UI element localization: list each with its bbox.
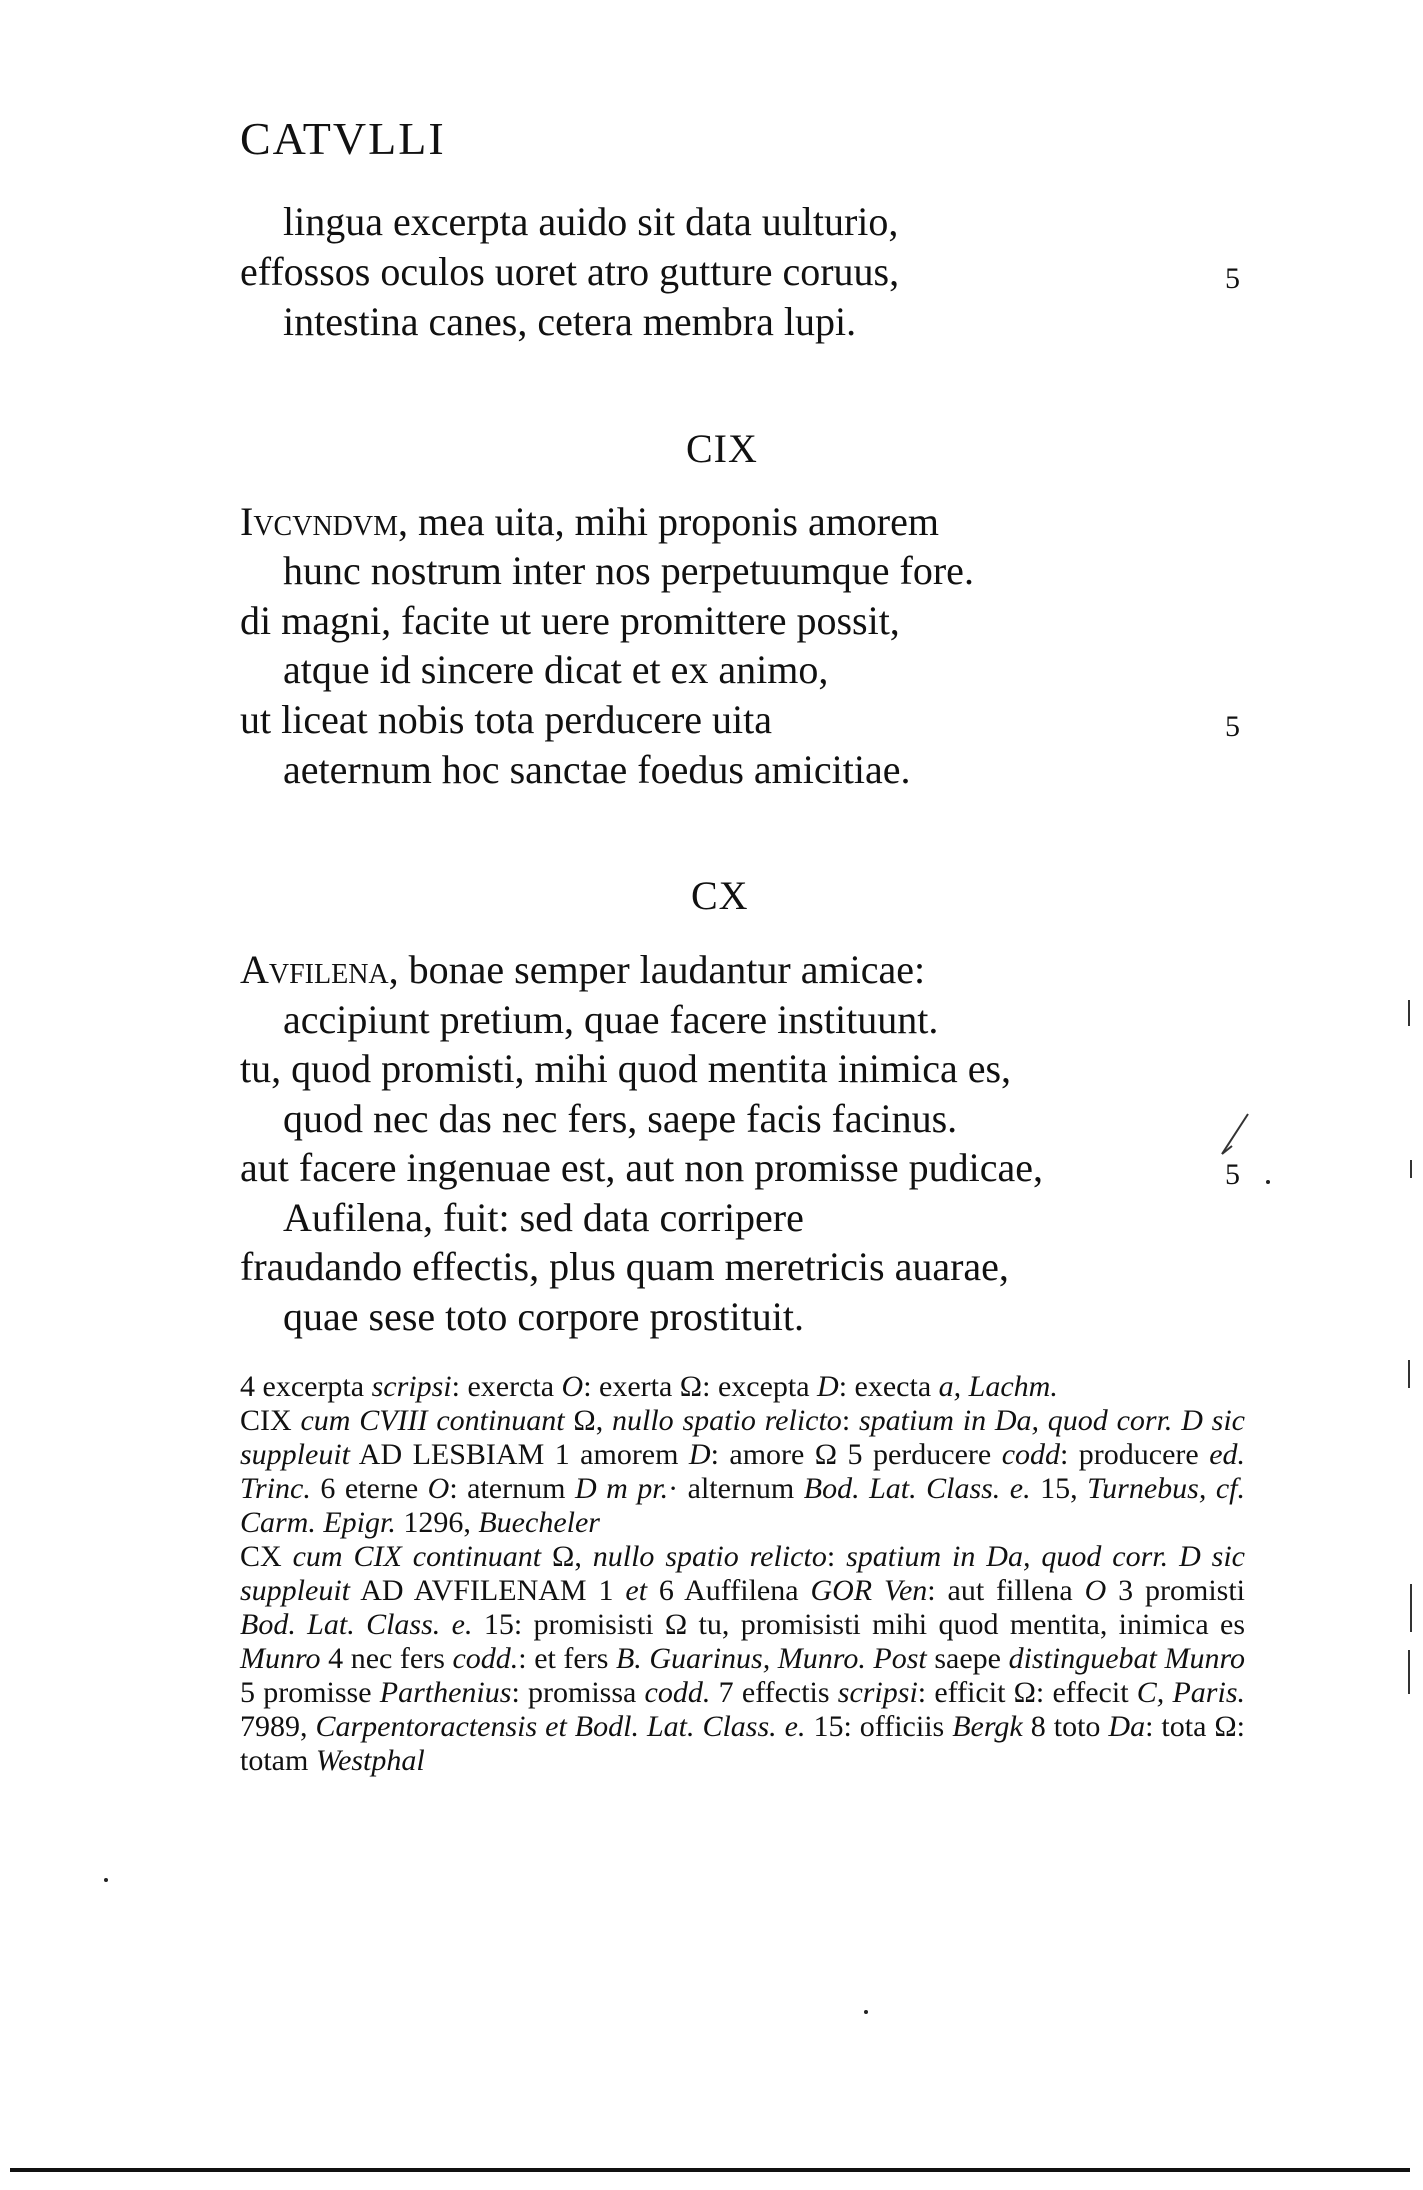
margin-mark <box>1408 1650 1410 1694</box>
verse-line: aut facere ingenuae est, aut non promisse pudicae, <box>240 1145 1044 1190</box>
verse-line: atque id sincere dicat et ex animo, <box>283 647 829 692</box>
verse-line: effossos oculos uoret atro gutture coruus, <box>240 249 900 294</box>
opening-word: Ivcvndvm, <box>240 499 408 544</box>
opening-word: Avfilena, <box>240 947 399 992</box>
verse-line: Avfilena, bonae semper laudantur amicae: <box>240 947 926 992</box>
verse-line: hunc nostrum inter nos perpetuumque fore. <box>283 548 974 593</box>
verse-line: tu, quod promisti, mihi quod mentita inimica es, <box>240 1046 1012 1091</box>
poem-title: CX <box>691 873 749 918</box>
poem-title: CIX <box>686 426 758 471</box>
margin-mark <box>1410 1160 1412 1178</box>
speck <box>864 2010 868 2014</box>
page-edge-rule <box>10 2168 1410 2172</box>
verse-line: quae sese toto corpore prostituit. <box>283 1294 804 1339</box>
verse-line: accipiunt pretium, quae facere instituunt. <box>283 997 939 1042</box>
verse-line: Aufilena, fuit: sed data corripere <box>283 1195 804 1240</box>
running-head: CATVLLI <box>240 113 446 164</box>
line-number: 5 <box>1225 710 1240 743</box>
note-paragraph: 4 excerpta scripsi: exercta O: exerta Ω: excepta D: execta a, Lachm. <box>240 1370 1058 1403</box>
verse-line: ut liceat nobis tota perducere uita <box>240 697 773 742</box>
line-number: 5 <box>1225 1158 1240 1191</box>
margin-mark <box>1410 1584 1412 1632</box>
verse-line: intestina canes, cetera membra lupi. <box>283 299 857 344</box>
verse-line: lingua excerpta auido sit data uulturio, <box>283 199 899 244</box>
margin-mark <box>1408 1360 1410 1388</box>
verse-line: aeternum hoc sanctae foedus amicitiae. <box>283 747 911 792</box>
margin-mark <box>1408 1000 1410 1026</box>
verse-line: fraudando effectis, plus quam meretricis auarae, <box>240 1244 1009 1289</box>
verse-line: Ivcvndvm, mea uita, mihi proponis amorem <box>240 499 939 544</box>
line-number: 5 <box>1225 262 1240 295</box>
pencil-mark-icon <box>1218 1108 1258 1158</box>
note-paragraph: CIX cum CVIII continuant Ω, nullo spatio relicto: spatium in Da, quod corr. D sic suppleuit AD LESBIAM 1 amorem D: amore Ω 5 perducere codd: producere ed. Trinc. 6 eterne O: aternum D m pr.· alternum Bod. Lat. Class. e. 15, Turnebus, cf. Carm. Epigr. 1296, Buecheler <box>240 1404 1246 1539</box>
verse-line: di magni, facite ut uere promittere possit, <box>240 598 900 643</box>
speck <box>1266 1180 1270 1184</box>
note-paragraph: CX cum CIX continuant Ω, nullo spatio relicto: spatium in Da, quod corr. D sic suppleuit AD AVFILENAM 1 et 6 Auffilena GOR Ven: aut fillena O 3 promisti Bod. Lat. Class. e. 15: promisisti Ω tu, promisisti mihi quod mentita, inimica es Munro 4 nec fers codd.: et fers B. Guarinus, Munro. Post saepe distinguebat Munro 5 promisse Parthenius: promissa codd. 7 effectis scripsi: efficit Ω: effecit C, Paris. 7989, Carpentoractensis et Bodl. Lat. Class. e. 15: officiis Bergk 8 toto Da: tota Ω: totam Westphal <box>240 1540 1246 1777</box>
speck <box>104 1878 108 1882</box>
verse-line: quod nec das nec fers, saepe facis facinus. <box>283 1096 958 1141</box>
apparatus-criticus <box>240 1370 1245 1778</box>
